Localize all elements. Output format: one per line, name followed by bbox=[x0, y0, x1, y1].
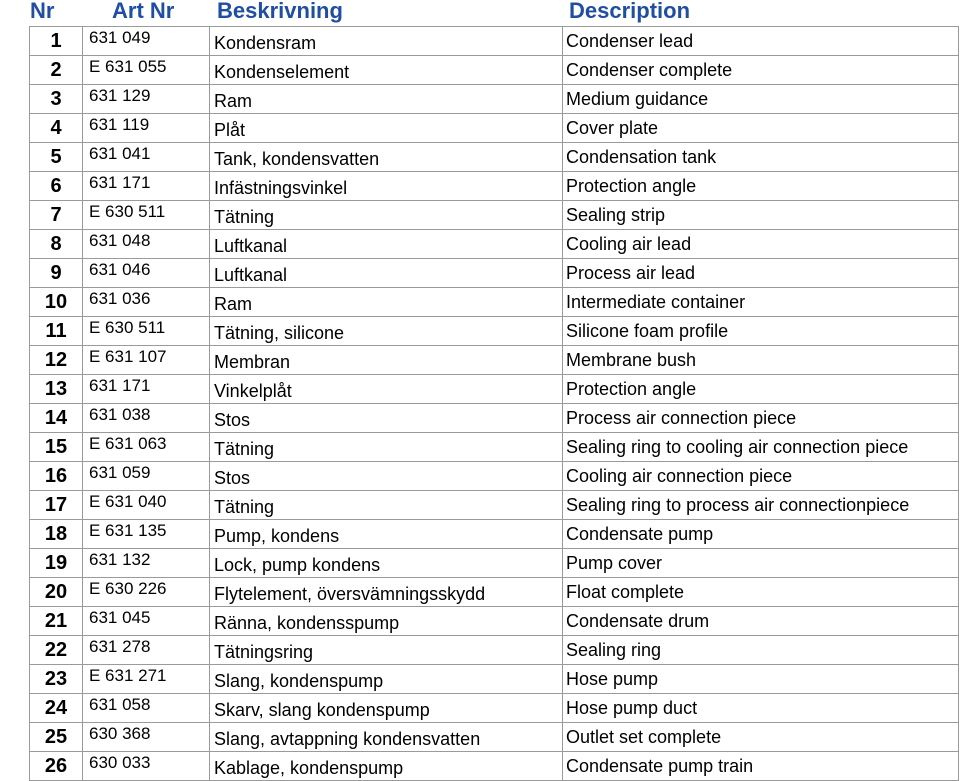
header-description: Description bbox=[569, 0, 691, 23]
article-number: E 631 040 bbox=[89, 492, 167, 511]
table-row bbox=[30, 433, 959, 462]
english-description-cell: Condensation tank bbox=[563, 143, 959, 172]
row-number-cell: 25 bbox=[30, 723, 83, 752]
row-number-cell: 12 bbox=[30, 346, 83, 375]
row-number-cell: 6 bbox=[30, 172, 83, 201]
swedish-description-cell bbox=[210, 462, 563, 491]
table-row bbox=[30, 752, 959, 781]
row-number-cell: 2 bbox=[30, 56, 83, 85]
row-number-cell: 10 bbox=[30, 288, 83, 317]
swedish-description-cell bbox=[210, 607, 563, 636]
article-number-cell bbox=[83, 230, 210, 259]
swedish-description-cell bbox=[210, 520, 563, 549]
table-row bbox=[30, 230, 959, 259]
article-number: 631 036 bbox=[89, 289, 151, 308]
table-row bbox=[30, 85, 959, 114]
swedish-description: Slang, kondenspump bbox=[214, 670, 384, 691]
swedish-description-cell bbox=[210, 578, 563, 607]
table-row bbox=[30, 694, 959, 723]
article-number: E 630 511 bbox=[89, 202, 166, 221]
swedish-description: Luftkanal bbox=[214, 235, 288, 256]
swedish-description: Stos bbox=[214, 467, 251, 488]
article-number-cell bbox=[83, 346, 210, 375]
swedish-description-cell bbox=[210, 346, 563, 375]
article-number-cell bbox=[83, 85, 210, 114]
swedish-description: Tätning bbox=[214, 496, 275, 517]
table-row bbox=[30, 56, 959, 85]
english-description-cell: Condensate pump train bbox=[563, 752, 959, 781]
table-row bbox=[30, 607, 959, 636]
table-row bbox=[30, 723, 959, 752]
english-description-cell: Cooling air connection piece bbox=[563, 462, 959, 491]
row-number-cell: 13 bbox=[30, 375, 83, 404]
swedish-description: Kablage, kondenspump bbox=[214, 757, 404, 778]
article-number: 631 171 bbox=[89, 173, 151, 192]
row-number-cell: 11 bbox=[30, 317, 83, 346]
article-number-cell bbox=[83, 636, 210, 665]
english-description-cell: Medium guidance bbox=[563, 85, 959, 114]
table-row bbox=[30, 143, 959, 172]
table-row bbox=[30, 317, 959, 346]
table-row bbox=[30, 172, 959, 201]
swedish-description: Kondensram bbox=[214, 32, 317, 53]
row-number-cell: 26 bbox=[30, 752, 83, 781]
article-number: E 631 055 bbox=[89, 57, 167, 76]
swedish-description-cell bbox=[210, 549, 563, 578]
english-description-cell: Sealing ring bbox=[563, 636, 959, 665]
table-row bbox=[30, 114, 959, 143]
article-number: 631 058 bbox=[89, 695, 151, 714]
swedish-description: Flytelement, översvämningsskydd bbox=[214, 583, 486, 604]
row-number-cell: 22 bbox=[30, 636, 83, 665]
article-number-cell bbox=[83, 143, 210, 172]
row-number-cell: 9 bbox=[30, 259, 83, 288]
header-beskrivning: Beskrivning bbox=[217, 0, 343, 23]
row-number-cell: 8 bbox=[30, 230, 83, 259]
swedish-description-cell bbox=[210, 85, 563, 114]
article-number-cell bbox=[83, 578, 210, 607]
article-number-cell bbox=[83, 723, 210, 752]
row-number-cell: 19 bbox=[30, 549, 83, 578]
parts-table bbox=[29, 26, 959, 781]
row-number-cell: 21 bbox=[30, 607, 83, 636]
english-description-cell: Sealing ring to cooling air connection piece bbox=[563, 433, 959, 462]
row-number-cell: 5 bbox=[30, 143, 83, 172]
article-number: E 631 135 bbox=[89, 521, 167, 540]
english-description-cell: Pump cover bbox=[563, 549, 959, 578]
swedish-description-cell bbox=[210, 317, 563, 346]
row-number-cell: 24 bbox=[30, 694, 83, 723]
english-description-cell: Protection angle bbox=[563, 375, 959, 404]
header-nr: Nr bbox=[30, 0, 55, 23]
english-description-cell: Intermediate container bbox=[563, 288, 959, 317]
english-description-cell: Process air lead bbox=[563, 259, 959, 288]
table-row bbox=[30, 201, 959, 230]
row-number-cell: 4 bbox=[30, 114, 83, 143]
swedish-description: Vinkelplåt bbox=[214, 380, 292, 401]
article-number-cell bbox=[83, 172, 210, 201]
header-art-nr: Art Nr bbox=[112, 0, 175, 23]
article-number: 631 038 bbox=[89, 405, 151, 424]
swedish-description: Pump, kondens bbox=[214, 525, 340, 546]
table-row bbox=[30, 636, 959, 665]
swedish-description: Stos bbox=[214, 409, 251, 430]
table-row bbox=[30, 491, 959, 520]
table-row bbox=[30, 404, 959, 433]
article-number-cell bbox=[83, 27, 210, 56]
row-number-cell: 7 bbox=[30, 201, 83, 230]
english-description-cell: Condensate pump bbox=[563, 520, 959, 549]
english-description-cell: Cover plate bbox=[563, 114, 959, 143]
table-row bbox=[30, 520, 959, 549]
article-number: 631 129 bbox=[89, 86, 151, 105]
table-row bbox=[30, 288, 959, 317]
article-number-cell bbox=[83, 56, 210, 85]
row-number-cell: 14 bbox=[30, 404, 83, 433]
row-number-cell: 3 bbox=[30, 85, 83, 114]
table-row bbox=[30, 462, 959, 491]
row-number-cell: 18 bbox=[30, 520, 83, 549]
swedish-description-cell bbox=[210, 433, 563, 462]
table-row bbox=[30, 375, 959, 404]
swedish-description-cell bbox=[210, 172, 563, 201]
english-description-cell: Condensate drum bbox=[563, 607, 959, 636]
swedish-description-cell bbox=[210, 375, 563, 404]
article-number: 631 045 bbox=[89, 608, 151, 627]
english-description-cell: Hose pump duct bbox=[563, 694, 959, 723]
article-number-cell bbox=[83, 404, 210, 433]
row-number-cell: 15 bbox=[30, 433, 83, 462]
swedish-description-cell bbox=[210, 114, 563, 143]
english-description-cell: Float complete bbox=[563, 578, 959, 607]
swedish-description-cell bbox=[210, 230, 563, 259]
table-row bbox=[30, 346, 959, 375]
swedish-description-cell bbox=[210, 27, 563, 56]
article-number: 631 048 bbox=[89, 231, 151, 250]
article-number: 631 046 bbox=[89, 260, 151, 279]
article-number: 631 119 bbox=[89, 115, 150, 134]
english-description-cell: Sealing strip bbox=[563, 201, 959, 230]
row-number-cell: 20 bbox=[30, 578, 83, 607]
swedish-description: Ram bbox=[214, 293, 253, 314]
table-row bbox=[30, 578, 959, 607]
swedish-description: Kondenselement bbox=[214, 61, 350, 82]
swedish-description: Lock, pump kondens bbox=[214, 554, 381, 575]
english-description-cell: Silicone foam profile bbox=[563, 317, 959, 346]
article-number: E 631 107 bbox=[89, 347, 167, 366]
article-number-cell bbox=[83, 520, 210, 549]
swedish-description-cell bbox=[210, 201, 563, 230]
article-number-cell bbox=[83, 433, 210, 462]
row-number-cell: 16 bbox=[30, 462, 83, 491]
english-description-cell: Protection angle bbox=[563, 172, 959, 201]
table-row bbox=[30, 27, 959, 56]
swedish-description-cell bbox=[210, 694, 563, 723]
swedish-description-cell bbox=[210, 665, 563, 694]
swedish-description-cell bbox=[210, 723, 563, 752]
article-number: 631 041 bbox=[89, 144, 151, 163]
article-number: E 630 511 bbox=[89, 318, 166, 337]
row-number-cell: 17 bbox=[30, 491, 83, 520]
swedish-description: Tätning, silicone bbox=[214, 322, 345, 343]
swedish-description: Slang, avtappning kondensvatten bbox=[214, 728, 481, 749]
article-number-cell bbox=[83, 114, 210, 143]
article-number-cell bbox=[83, 259, 210, 288]
english-description-cell: Process air connection piece bbox=[563, 404, 959, 433]
article-number-cell bbox=[83, 317, 210, 346]
swedish-description: Skarv, slang kondenspump bbox=[214, 699, 430, 720]
table-header bbox=[0, 0, 960, 26]
english-description-cell: Membrane bush bbox=[563, 346, 959, 375]
article-number-cell bbox=[83, 375, 210, 404]
swedish-description: Luftkanal bbox=[214, 264, 288, 285]
english-description-cell: Cooling air lead bbox=[563, 230, 959, 259]
article-number: E 631 271 bbox=[89, 666, 167, 685]
article-number: 631 132 bbox=[89, 550, 151, 569]
parts-table-body bbox=[30, 27, 959, 781]
article-number-cell bbox=[83, 549, 210, 578]
article-number-cell bbox=[83, 201, 210, 230]
swedish-description-cell bbox=[210, 143, 563, 172]
article-number-cell bbox=[83, 288, 210, 317]
row-number-cell: 1 bbox=[30, 27, 83, 56]
article-number: 630 033 bbox=[89, 753, 151, 772]
english-description-cell: Outlet set complete bbox=[563, 723, 959, 752]
swedish-description: Membran bbox=[214, 351, 291, 372]
article-number: 631 171 bbox=[89, 376, 151, 395]
swedish-description: Ränna, kondensspump bbox=[214, 612, 400, 633]
english-description-cell: Condenser complete bbox=[563, 56, 959, 85]
article-number: 631 059 bbox=[89, 463, 151, 482]
swedish-description: Ram bbox=[214, 90, 253, 111]
swedish-description-cell bbox=[210, 636, 563, 665]
article-number: E 630 226 bbox=[89, 579, 167, 598]
article-number-cell bbox=[83, 462, 210, 491]
english-description-cell: Condenser lead bbox=[563, 27, 959, 56]
article-number-cell bbox=[83, 607, 210, 636]
article-number-cell bbox=[83, 752, 210, 781]
swedish-description: Tätning bbox=[214, 206, 275, 227]
table-row bbox=[30, 549, 959, 578]
article-number-cell bbox=[83, 665, 210, 694]
swedish-description: Tätning bbox=[214, 438, 275, 459]
article-number: 631 278 bbox=[89, 637, 151, 656]
swedish-description-cell bbox=[210, 491, 563, 520]
swedish-description-cell bbox=[210, 259, 563, 288]
swedish-description: Tank, kondensvatten bbox=[214, 148, 380, 169]
article-number: 630 368 bbox=[89, 724, 151, 743]
article-number-cell bbox=[83, 694, 210, 723]
article-number-cell bbox=[83, 491, 210, 520]
swedish-description: Infästningsvinkel bbox=[214, 177, 348, 198]
swedish-description-cell bbox=[210, 288, 563, 317]
english-description-cell: Hose pump bbox=[563, 665, 959, 694]
swedish-description-cell bbox=[210, 752, 563, 781]
swedish-description-cell bbox=[210, 56, 563, 85]
article-number: 631 049 bbox=[89, 28, 151, 47]
swedish-description-cell bbox=[210, 404, 563, 433]
article-number: E 631 063 bbox=[89, 434, 167, 453]
english-description-cell: Sealing ring to process air connectionpiece bbox=[563, 491, 959, 520]
table-row bbox=[30, 665, 959, 694]
swedish-description: Plåt bbox=[214, 119, 246, 140]
row-number-cell: 23 bbox=[30, 665, 83, 694]
swedish-description: Tätningsring bbox=[214, 641, 314, 662]
table-row bbox=[30, 259, 959, 288]
